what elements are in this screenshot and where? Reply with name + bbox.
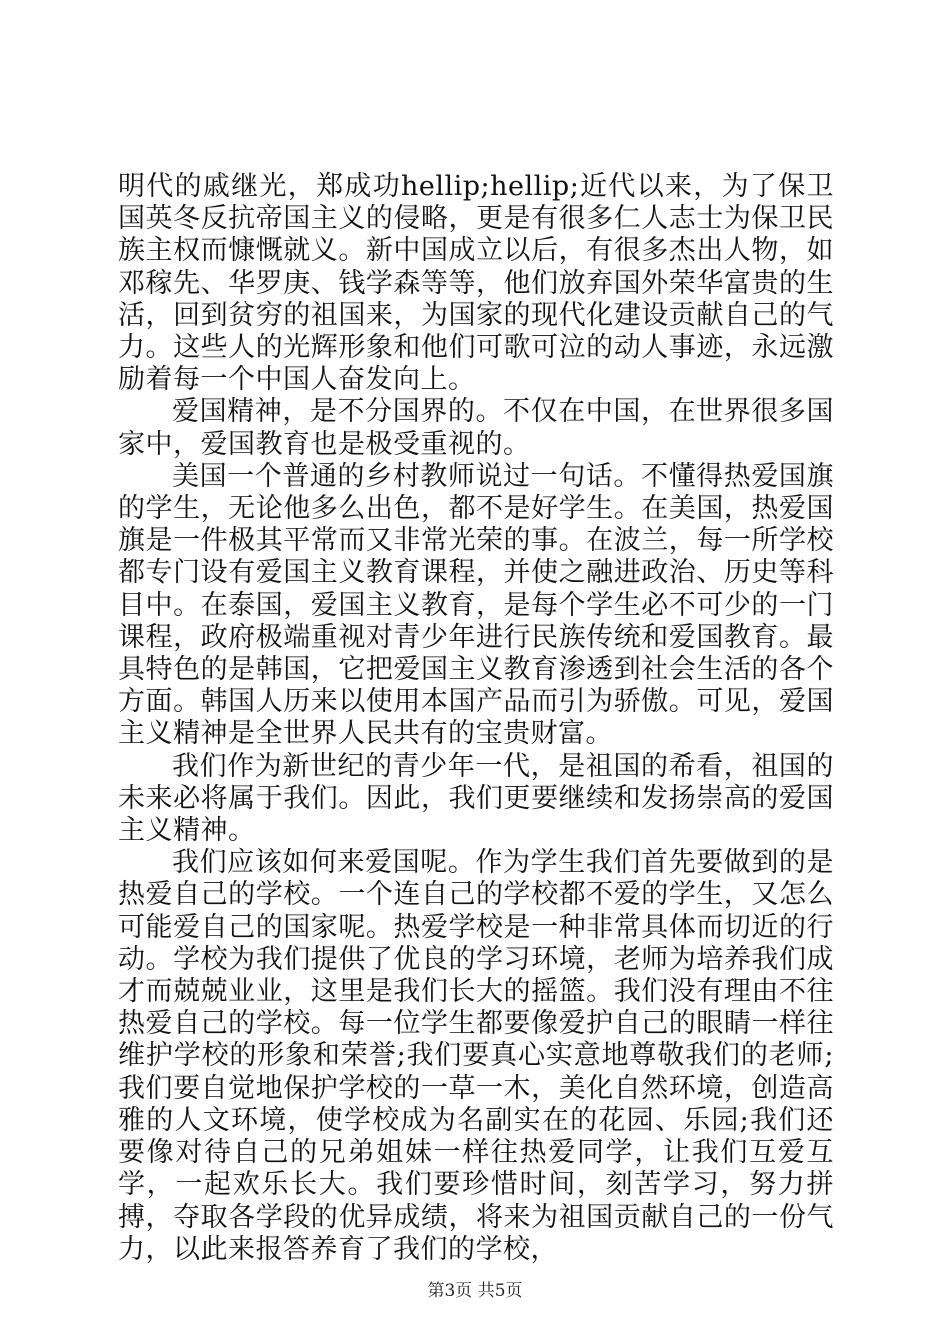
page-number-footer: 第3页 共5页	[427, 1281, 523, 1301]
paragraph-2: 爱国精神，是不分国界的。不仅在中国，在世界很多国家中，爱国教育也是极受重视的。	[118, 396, 834, 460]
paragraph-3: 美国一个普通的乡村教师说过一句话。不懂得热爱国旗的学生，无论他多么出色，都不是好学生。在美国，热爱国旗是一件极其平常而又非常光荣的事。在波兰，每一所学校都专门设有爱国主义教育课程，并使之融进政治、历史等科目中。在泰国，爱国主义教育，是每个学生必不可少的一门课程，政府极端重视对青少年进行民族传统和爱国教育。最具特色的是韩国，它把爱国主义教育渗透到社会生活的各个方面。韩国人历来以使用本国产品而引为骄傲。可见，爱国主义精神是全世界人民共有的宝贵财富。	[118, 460, 834, 750]
body-text	[118, 171, 834, 1266]
paragraph-5: 我们应该如何来爱国呢。作为学生我们首先要做到的是热爱自己的学校。一个连自己的学校都不爱的学生，又怎么可能爱自己的国家呢。热爱学校是一种非常具体而切近的行动。学校为我们提供了优良的学习环境，老师为培养我们成才而兢兢业业，这里是我们长大的摇篮。我们没有理由不往热爱自己的学校。每一位学生都要像爱护自己的眼睛一样往维护学校的形象和荣誉;我们要真心实意地尊敬我们的老师;我们要自觉地保护学校的一草一木，美化自然环境，创造高雅的人文环境，使学校成为名副实在的花园、乐园;我们还要像对待自己的兄弟姐妹一样往热爱同学，让我们互爱互学，一起欢乐长大。我们要珍惜时间，刻苦学习，努力拼搏，夺取各学段的优异成绩，将来为祖国贡献自己的一份气力，以此来报答养育了我们的学校，	[118, 847, 834, 1265]
paragraph-4: 我们作为新世纪的青少年一代，是祖国的希看，祖国的未来必将属于我们。因此，我们更要继续和发扬崇高的爱国主义精神。	[118, 750, 834, 847]
paragraph-1: 明代的戚继光，郑成功hellip;hellip;近代以来，为了保卫国英冬反抗帝国主义的侵略，更是有很多仁人志士为保卫民族主权而慷慨就义。新中国成立以后，有很多杰出人物，如邓稼先、华罗庚、钱学森等等，他们放弃国外荣华富贵的生活，回到贫穷的祖国来，为国家的现代化建设贡献自己的气力。这些人的光辉形象和他们可歌可泣的动人事迹，永远激励着每一个中国人奋发向上。	[118, 171, 834, 396]
